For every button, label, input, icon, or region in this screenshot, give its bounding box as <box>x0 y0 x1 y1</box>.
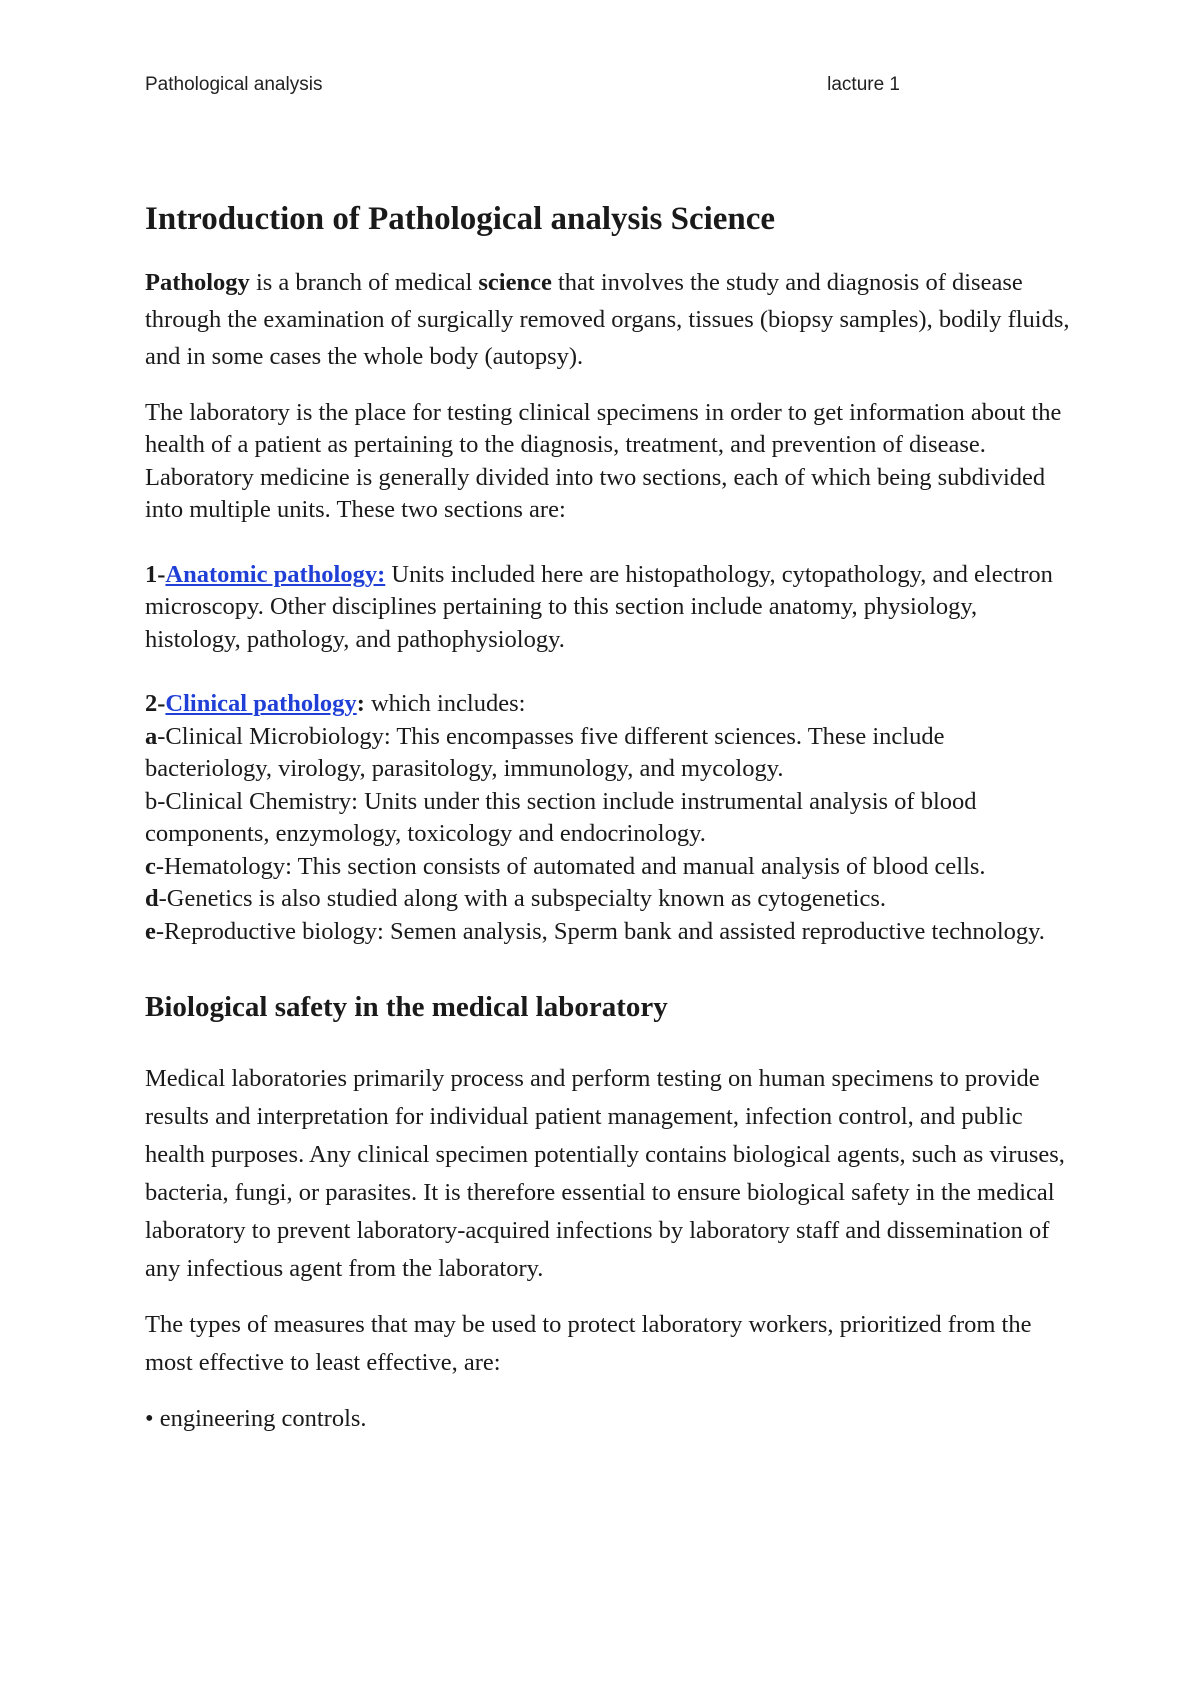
page-header <box>145 74 900 96</box>
bullet-item: • engineering controls. <box>145 1404 367 1432</box>
list-item <box>145 883 1075 916</box>
clinical-pathology-item <box>145 688 1075 721</box>
laboratory-paragraph: The laboratory is the place for testing clinical specimens in order to get information about the health of a patient as pertaining to the diagnosis, treatment, and prevention of disease. <box>145 398 1062 459</box>
intro-paragraph <box>145 264 1075 375</box>
item-number: 2- <box>145 690 166 718</box>
list-item-text: -Clinical Microbiology: This encompasses five different sciences. These include bacteriology, virology, parasitology, immunology, and mycology. <box>145 722 945 783</box>
clinical-colon: : <box>356 690 365 718</box>
clinical-pathology-section <box>145 688 1075 948</box>
intro-text-2: that involves the study and diagnosis of disease through the examination of surgically removed organs, tissues (biopsy samples), bodily fluids, and in some cases the whole body (autopsy). <box>145 268 1070 370</box>
laboratory-section <box>145 397 1075 527</box>
header-lecture-number: lacture 1 <box>827 74 900 95</box>
science-term: science <box>478 268 552 296</box>
list-letter: e <box>145 917 156 945</box>
lab-medicine-paragraph: Laboratory medicine is generally divided into two sections, each of which being subdivided into multiple units. These two sections are: <box>145 463 1046 524</box>
biosafety-heading: Biological safety in the medical laboratory <box>145 991 668 1024</box>
list-item-text: -Hematology: This section consists of automated and manual analysis of blood cells. <box>155 852 986 880</box>
list-item <box>145 786 1075 851</box>
list-item-text: -Clinical Chemistry: Units under this section include instrumental analysis of blood components, enzymology, toxicology and endocrinology. <box>145 787 977 848</box>
header-course-title: Pathological analysis <box>145 74 323 95</box>
list-item-text: -Reproductive biology: Semen analysis, Sperm bank and assisted reproductive technology. <box>155 917 1045 945</box>
item-number: 1- <box>145 560 166 588</box>
biosafety-paragraph: Medical laboratories primarily process and perform testing on human specimens to provide results and interpretation for individual patient management, infection control, and public health purposes. Any clinical specimen potentially contains biological agents, such as viruses, bacteria, fungi, or parasites. It is therefore essential to ensure biological safety in the medical laboratory to prevent laboratory-acquired infections by laboratory staff and dissemination of any infectious agent from the laboratory. <box>145 1064 1065 1282</box>
anatomic-pathology-item <box>145 559 1075 657</box>
clinical-pathology-text: which includes: <box>364 690 526 718</box>
list-item-text: -Genetics is also studied along with a subspecialty known as cytogenetics. <box>158 885 886 913</box>
pathology-term: Pathology <box>145 268 250 296</box>
list-letter: c <box>145 852 156 880</box>
list-item <box>145 916 1075 949</box>
intro-text-1: is a branch of medical <box>249 268 479 296</box>
document-body <box>145 200 1075 1438</box>
protective-measures-paragraph: The types of measures that may be used to protect laboratory workers, prioritized from the most effective to least effective, are: <box>145 1310 1032 1376</box>
list-item <box>145 721 1075 786</box>
page-title: Introduction of Pathological analysis Science <box>145 201 776 237</box>
list-letter: b <box>145 787 158 815</box>
anatomic-pathology-link[interactable]: Anatomic pathology: <box>165 560 386 588</box>
list-letter: a <box>145 722 158 750</box>
list-letter: d <box>145 885 159 913</box>
list-item <box>145 851 1075 884</box>
anatomic-pathology-text: Units included here are histopathology, cytopathology, and electron microscopy. Other disciplines pertaining to this section include anatomy, physiology, histology, pathology, and pathophysiology. <box>145 560 1053 653</box>
clinical-pathology-link[interactable]: Clinical pathology <box>165 690 357 718</box>
